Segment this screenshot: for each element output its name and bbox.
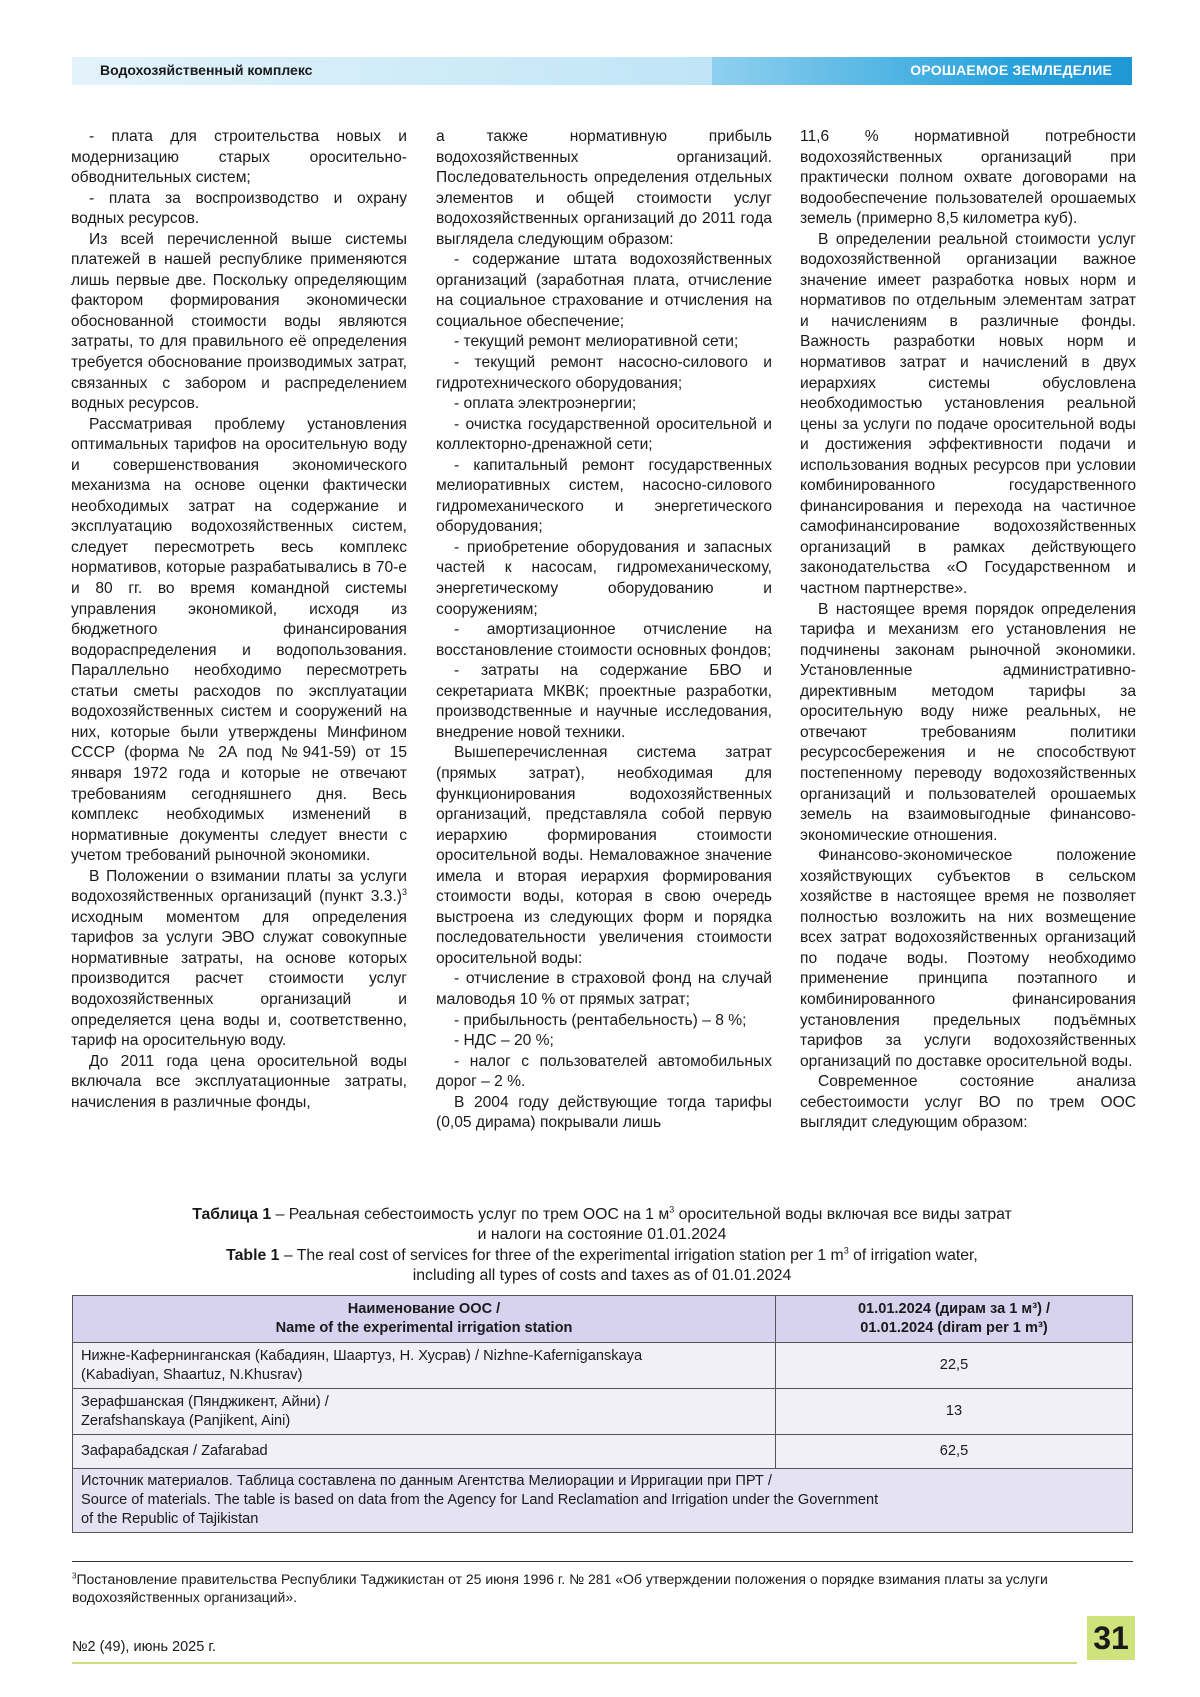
station-name-line: Нижне-Кафернинганская (Кабадиян, Шаартуз, Н. Хусрав) / Nizhne-Kaferniganskaya — [81, 1347, 643, 1364]
text-column-1 — [71, 127, 407, 1113]
header-rubric-band — [712, 57, 1132, 85]
paragraph: Вышеперечисленная система затрат (прямых затрат), необходимая для функционирования водохозяйственных организаций, представляла собой первую иерархию формирования стоимости оросительной воды. Немаловажное значение имела и вторая иерархия формирования стоимости воды, которая в свою очередь выстроена из следующих форм и порядка последовательности увеличения стоимости оросительной воды: — [436, 744, 772, 967]
cost-value-cell: 13 — [776, 1389, 1133, 1435]
paragraph: - плата за воспроизводство и охрану водных ресурсов. — [71, 189, 407, 228]
caption-en-text: – The real cost of services for three of the experimental irrigation station per 1 m — [279, 1247, 844, 1264]
text-column-3 — [800, 127, 1136, 1134]
paragraph-part: исходным моментом для определения тарифов за услуги ЭВО служат совокупные нормативные затраты, на основе которых производится расчет стоимости услуг водохозяйственных организаций и определяется цена воды и, соответственно, тариф на оросительную воду. — [71, 908, 407, 1050]
header-line: 01.01.2024 (дирам за 1 м³) / — [857, 1301, 1051, 1317]
paragraph: а также нормативную прибыль водохозяйственных организаций. Последовательность определения отдельных элементов и общей стоимости услуг водохозяйственных организаций до 2011 года выглядела следующим образом: — [436, 128, 772, 248]
station-name-line: (Kabadiyan, Shaartuz, N.Khusrav) — [81, 1366, 303, 1383]
table-caption-ru — [72, 1205, 1132, 1245]
list-item: - текущий ремонт мелиоративной сети; — [454, 333, 739, 351]
header-line: 01.01.2024 (diram per 1 m³) — [860, 1320, 1048, 1336]
table-caption-en — [72, 1246, 1132, 1286]
paragraph: Из всей перечисленной выше системы платежей в нашей республике применяются лишь первые две. Поскольку определяющим фактором формирования экономически обоснованной стоимости воды являются затраты, то для правильного её определения требуется обоснование производимых затрат, связанных с забором и распределением водных ресурсов. — [71, 230, 407, 413]
caption-ru-text: – Реальная себестоимость услуг по трем ООС на 1 м — [271, 1206, 670, 1223]
cost-value-cell: 62,5 — [776, 1435, 1133, 1469]
caption-ru-sup: 3 — [669, 1204, 675, 1215]
source-line: of the Republic of Tajikistan — [81, 1511, 259, 1527]
source-line: Source of materials. The table is based on data from the Agency for Land Reclamation and Irrigation under the Government — [81, 1492, 879, 1508]
list-item: - отчисление в страховой фонд на случай маловодья 10 % от прямых затрат; — [436, 970, 772, 1008]
table-row — [73, 1343, 1133, 1389]
running-header — [72, 57, 1132, 85]
cost-table — [72, 1295, 1133, 1533]
caption-en-line-1 — [72, 1246, 1132, 1266]
header-rubric-title: ОРОШАЕМОЕ ЗЕМЛЕДЕЛИЕ — [910, 62, 1112, 78]
list-item: - очистка государственной оросительной и коллекторно-дренажной сети; — [436, 415, 772, 454]
caption-en-line-2: including all types of costs and taxes as of 01.01.2024 — [412, 1267, 792, 1284]
header-section-title: Водохозяйственный комплекс — [100, 62, 313, 78]
paragraph: В настоящее время порядок определения тарифа и механизм его установления не подчинены законам рыночной экономики. Установленные административно-директивным методом тарифы за оросительную воду ниже реальных, не отвечают требованиям политики ресурсосбережения и не способствуют постепенному переводу водохозяйственных организаций и пользователей орошаемых земель на взаимовыгодные финансово-экономические отношения. — [800, 600, 1136, 844]
paragraph: Рассматривая проблему установления оптимальных тарифов на оросительную воду и совершенствования экономического механизма на основе оценки фактически необходимых затрат на содержание и эксплуатацию водохозяйственных систем, следует пересмотреть весь комплекс нормативов, которые разрабатывались в 70-е и 80 гг. во время командной системы управления экономикой, исходя из бюджетного финансирования водораспределения и водопользования. Параллельно необходимо пересмотреть статьи сметы расходов по эксплуатации водохозяйственных систем и сооружений на них, которые были утверждены Минфином СССР (форма № 2А под №941-59) от 15 января 1972 года и которые не отвечают требованиям сегодняшнего дня. Весь комплекс необходимых изменений в нормативные документы следует внести с учетом требований рыночной экономики. — [71, 415, 407, 865]
paragraph: - плата для строительства новых и модернизацию старых оросительно-обводнительных систем; — [71, 128, 407, 187]
column-header-cost — [776, 1296, 1133, 1343]
station-name-line: Зафарабадская / Zafarabad — [81, 1443, 268, 1459]
page-number: 31 — [1087, 1616, 1135, 1660]
column-header-station — [73, 1296, 776, 1343]
paragraph-part: В Положении о взимании платы за услуги водохозяйственных организаций (пункт 3.3.) — [71, 867, 407, 906]
footnote-divider — [72, 1561, 1133, 1562]
caption-ru-text: оросительной воды включая все виды затрат — [674, 1206, 1012, 1223]
list-item: - затраты на содержание БВО и секретариата МКВК; проектные разработки, производственные и научные исследования, внедрение новой техники. — [436, 662, 772, 741]
paragraph-with-footnote — [71, 867, 407, 1052]
list-item: - содержание штата водохозяйственных организаций (заработная плата, отчисление на социальное страхование и отчисления на социальное обеспечение; — [436, 251, 772, 330]
header-line: Наименование ООС / — [347, 1301, 501, 1317]
footnote — [72, 1570, 1133, 1606]
paragraph: До 2011 года цена оросительной воды включала все эксплуатационные затраты, начисления в различные фонды, — [71, 1052, 407, 1111]
table-header-row — [73, 1296, 1133, 1343]
caption-en-label: Table 1 — [226, 1247, 280, 1264]
list-item: - НДС – 20 %; — [454, 1032, 554, 1050]
header-line: Name of the experimental irrigation station — [275, 1320, 573, 1336]
paragraph: Современное состояние анализа себестоимости услуг ВО по трем ООС выглядит следующим образом: — [800, 1073, 1136, 1132]
paragraph: 11,6 % нормативной потребности водохозяйственных организаций при практически полном охвате договорами на водообеспечение пользователей орошаемых земель (примерно 8,5 километра куб). — [800, 128, 1136, 228]
station-name-cell — [73, 1435, 776, 1469]
table-row — [73, 1435, 1133, 1469]
issue-label: №2 (49), июнь 2025 г. — [72, 1639, 216, 1655]
footnote-reference[interactable]: 3 — [401, 887, 407, 898]
list-item: - оплата электроэнергии; — [454, 395, 637, 413]
paragraph: В 2004 году действующие тогда тарифы (0,05 дирама) покрывали лишь — [436, 1093, 772, 1132]
footnote-text: Постановление правительства Республики Таджикистан от 25 июня 1996 г. № 281 «Об утверждении положения о порядке взимания платы за услуги водохозяйственных организаций». — [72, 1571, 1048, 1605]
station-name-line: Zerafshanskaya (Panjikent, Aini) — [81, 1412, 291, 1429]
list-item: - налог с пользователей автомобильных дорог – 2 %. — [436, 1052, 772, 1091]
caption-en-text: of irrigation water, — [848, 1247, 978, 1264]
table-row — [73, 1389, 1133, 1435]
list-item: - капитальный ремонт государственных мелиоративных систем, насосно-силового гидромеханического и энергетического оборудования; — [436, 456, 772, 536]
paragraph: Финансово-экономическое положение хозяйствующих субъектов в сельском хозяйстве в настоящее время не позволяет полностью возложить на них возмещение всех затрат водохозяйственных организаций по подаче воды. Поэтому необходимо применение принципа поэтапного и комбинированного финансирования установления предельных подъёмных тарифов за услуги водохозяйственных организаций по доставке оросительной воды. — [800, 847, 1136, 1070]
footnote-mark: 3 — [72, 1571, 77, 1581]
caption-ru-label: Таблица 1 — [192, 1206, 272, 1223]
caption-ru-line-1 — [72, 1205, 1132, 1225]
list-item: - прибыльность (рентабельность) – 8 %; — [454, 1011, 747, 1029]
caption-ru-line-2: и налоги на состояние 01.01.2024 — [477, 1226, 727, 1243]
list-item: - текущий ремонт насосно-силового и гидротехнического оборудования; — [436, 354, 772, 392]
paragraph: В определении реальной стоимости услуг водохозяйственной организации важное значение имеет разработка новых норм и нормативов по отдельным элементам затрат и начислениям в различные фонды. Важность разработки новых норм и нормативов затрат и начислений в двух иерархиях системы обусловлена необходимостью установления реальной цены за услуги по подаче оросительной воды и достижения эффективности подачи и использования водных ресурсов при условии комбинированного государственного финансирования и перехода на частичное самофинансирование водохозяйственных организаций в рамках действующего законодательства «О Государственном и частном партнерстве». — [800, 230, 1136, 598]
table-source-note — [73, 1469, 1133, 1533]
list-item: - амортизационное отчисление на восстановление стоимости основных фондов; — [436, 621, 772, 659]
cost-value-cell: 22,5 — [776, 1343, 1133, 1389]
header-section-band — [72, 57, 712, 85]
caption-en-sup: 3 — [843, 1245, 849, 1256]
station-name-line: Зерафшанская (Пянджикент, Айни) / — [81, 1393, 329, 1410]
station-name-cell — [73, 1343, 776, 1389]
list-item: - приобретение оборудования и запасных частей к насосам, гидромеханическому, энергетическому оборудованию и сооружениям; — [436, 538, 772, 618]
text-column-2 — [436, 127, 772, 1134]
station-name-cell — [73, 1389, 776, 1435]
footer-rule — [72, 1662, 1077, 1664]
table-source-row — [73, 1469, 1133, 1533]
source-line: Источник материалов. Таблица составлена по данным Агентства Мелиорации и Ирригации при ПРТ / — [81, 1473, 772, 1489]
